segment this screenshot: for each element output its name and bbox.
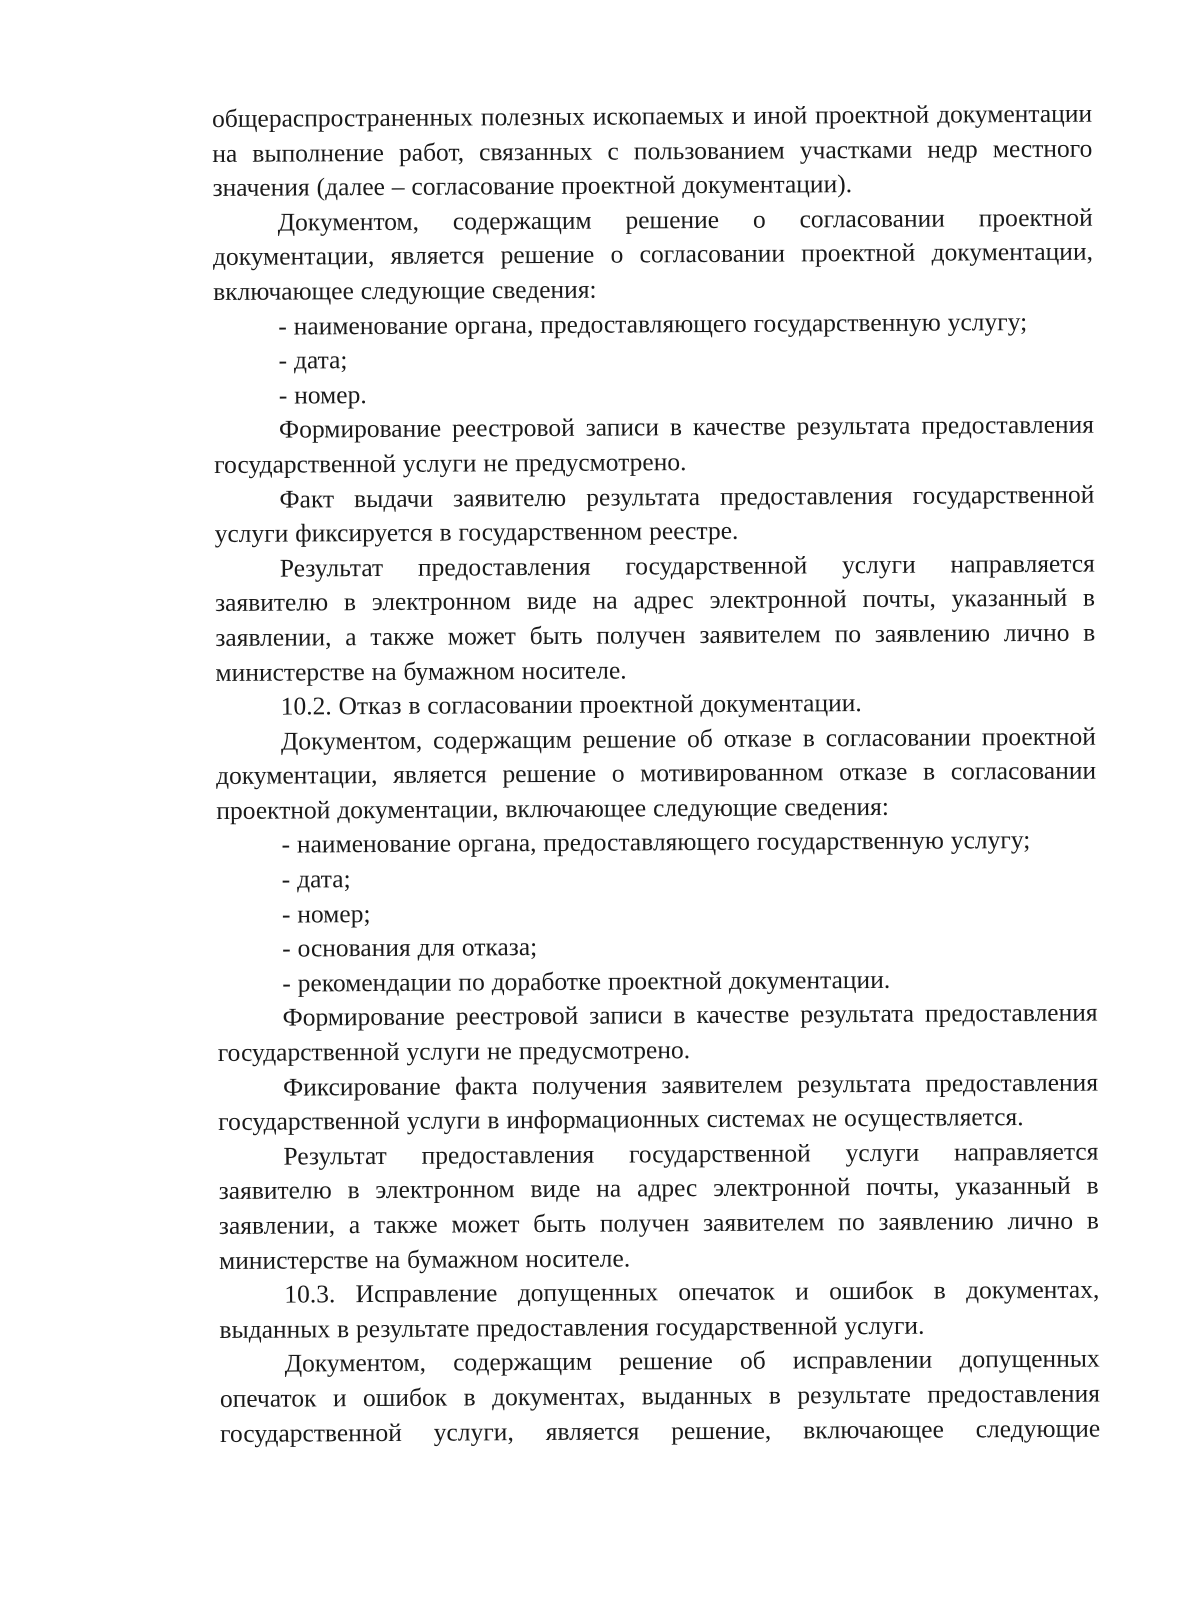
list-item: - наименование органа, предоставляющего государственную услугу; [278, 306, 1028, 341]
section-heading-10-3: 10.3. Исправление допущенных опечаток и ошибок в документах, выданных в результате предоставления государственной услуги. [219, 1274, 1100, 1344]
paragraph-result-delivery: Результат предоставления государственной услуги направляется заявителю в электронном виде на адрес электронной почты, указанный в заявлении, а также может быть получен заявителем по заявлению лично в министерстве на бумажном носителе. [214, 548, 1096, 687]
paragraph-intro-continuation: общераспространенных полезных ископаемых и иной проектной документации на выполнение работ, связанных с пользованием участками недр местного значения (далее – согласование проектной документации). [212, 98, 1093, 203]
paragraph-registry-record-2: Формирование реестровой записи в качестве результата предоставления государственной услуги не предусмотрено. [217, 998, 1098, 1068]
list-item: - рекомендации по доработке проектной документации. [282, 964, 891, 998]
list-item: - дата; [281, 864, 351, 894]
list-item: - номер. [278, 379, 367, 410]
section-heading-10-2: 10.2. Отказ в согласовании проектной документации. [280, 688, 862, 721]
paragraph-issuance-fact: Факт выдачи заявителю результата предоставления государственной услуги фиксируется в государственном реестре. [214, 479, 1095, 549]
paragraph-result-delivery-2: Результат предоставления государственной услуги направляется заявителю в электронном виде на адрес электронной почты, указанный в заявлении, а также может быть получен заявителем по заявлению лично в министерстве на бумажном носителе. [218, 1136, 1099, 1275]
list-item: - номер; [281, 898, 371, 929]
paragraph-registry-record: Формирование реестровой записи в качестве результата предоставления государственной услуги не предусмотрено. [214, 409, 1095, 479]
paragraph-info-systems: Фиксирование факта получения заявителем результата предоставления государственной услуги в информационных системах не осуществляется. [218, 1067, 1099, 1137]
document-body [212, 97, 1100, 1452]
paragraph-approval-document: Документом, содержащим решение о согласовании проектной документации, является решение о согласовании проектной документации, включающее следующие сведения: [212, 202, 1094, 306]
paragraph-correction-document: Документом, содержащим решение об исправлении допущенных опечаток и ошибок в документах, выданных в результате предоставления государственной услуги, является решение, включающее следующие [219, 1343, 1101, 1448]
list-item: - дата; [278, 345, 348, 375]
list-item: - наименование органа, предоставляющего государственную услугу; [281, 825, 1031, 860]
list-item: - основания для отказа; [282, 932, 538, 963]
paragraph-refusal-document: Документом, содержащим решение об отказе в согласовании проектной документации, является решение о мотивированном отказе в согласовании проектной документации, включающее следующие сведения: [216, 721, 1097, 825]
